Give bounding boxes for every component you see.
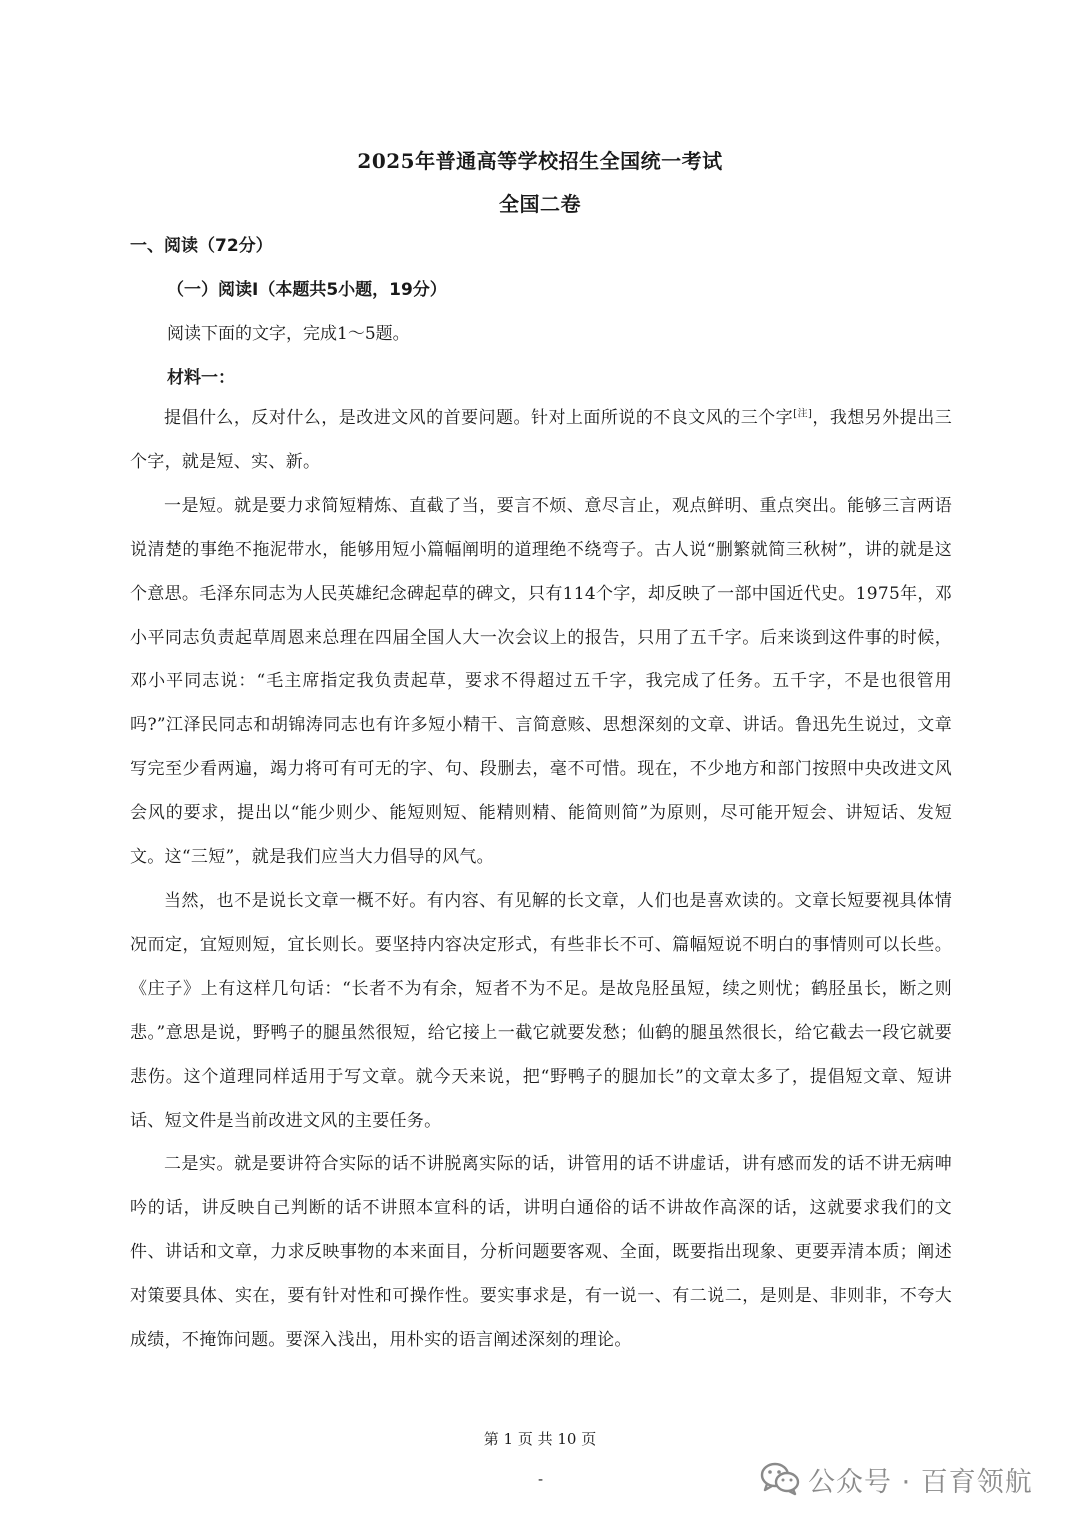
paragraph — [130, 397, 952, 485]
reading-passage — [130, 397, 952, 1363]
footer-dash: - — [538, 1470, 544, 1488]
paragraph: 二是实。就是要讲符合实际的话不讲脱离实际的话，讲管用的话不讲虚话，讲有感而发的话不讲无病呻吟的话，讲反映自己判断的话不讲照本宣科的话，讲明白通俗的话不讲故作高深的话，这就要求我们的文件、讲话和文章，力求反映事物的本来面目，分析问题要客观、全面，既要指出现象、更要弄清本质；阐述对策要具体、实在，要有针对性和可操作性。要实事求是，有一说一、有二说二，是则是、非则非，不夸大成绩，不掩饰问题。要深入浅出，用朴实的语言阐述深刻的理论。 — [130, 1154, 952, 1351]
watermark — [760, 1457, 1033, 1501]
exam-title: 2025年普通高等学校招生全国统一考试 — [357, 149, 723, 173]
material-label: 材料一： — [167, 368, 235, 388]
paragraph: 一是短。就是要力求简短精炼、直截了当，要言不烦、意尽言止，观点鲜明、重点突出。能够三言两语说清楚的事绝不拖泥带水，能够用短小篇幅阐明的道理绝不绕弯子。古人说“删繁就简三秋树”，讲的就是这个意思。毛泽东同志为人民英雄纪念碑起草的碑文，只有114个字，却反映了一部中国近代史。1975年，邓小平同志负责起草周恩来总理在四届全国人大一次会议上的报告，只用了五千字。后来谈到这件事的时候，邓小平同志说：“毛主席指定我负责起草，要求不得超过五千字，我完成了任务。五千字，不是也很管用吗?”江泽民同志和胡锦涛同志也有许多短小精干、言简意赅、思想深刻的文章、讲话。鲁迅先生说过，文章写完至少看两遍，竭力将可有可无的字、句、段删去，毫不可惜。现在，不少地方和部门按照中央改进文风会风的要求，提出以“能少则少、能短则短、能精则精、能简则简”为原则，尽可能开短会、讲短话、发短文。这“三短”，就是我们应当大力倡导的风气。 — [130, 495, 952, 868]
page-number: 第 1 页 共 10 页 — [483, 1430, 597, 1448]
paragraph: 当然，也不是说长文章一概不好。有内容、有见解的长文章，人们也是喜欢读的。文章长短要视具体情况而定，宜短则短，宜长则长。要坚持内容决定形式，有些非长不可、篇幅短说不明白的事情则可以长些。《庄子》上有这样几句话：“长者不为有余，短者不为不足。是故凫胫虽短，续之则忧；鹤胫虽长，断之则悲。”意思是说，野鸭子的腿虽然很短，给它接上一截它就要发愁；仙鹤的腿虽然很长，给它截去一段它就要悲伤。这个道理同样适用于写文章。就今天来说，把“野鸭子的腿加长”的文章太多了，提倡短文章、短讲话、短文件是当前改进文风的主要任务。 — [130, 890, 952, 1131]
section-heading: 一、阅读（72分） — [130, 236, 273, 256]
subsection-heading: （一）阅读Ⅰ（本题共5小题，19分） — [167, 280, 447, 300]
wechat-icon — [760, 1461, 800, 1497]
instruction-text: 阅读下面的文字，完成1～5题。 — [167, 324, 410, 344]
footnote-marker: [注] — [793, 408, 813, 420]
watermark-text: 公众号 · 百育领航 — [808, 1466, 1033, 1498]
paragraph-text: ，我想另外提出三个字，就是短、实、新。 — [130, 408, 952, 472]
exam-subtitle: 全国二卷 — [499, 192, 581, 216]
paragraph-text: 提倡什么，反对什么，是改进文风的首要问题。针对上面所说的不良文风的三个字 — [164, 408, 794, 428]
